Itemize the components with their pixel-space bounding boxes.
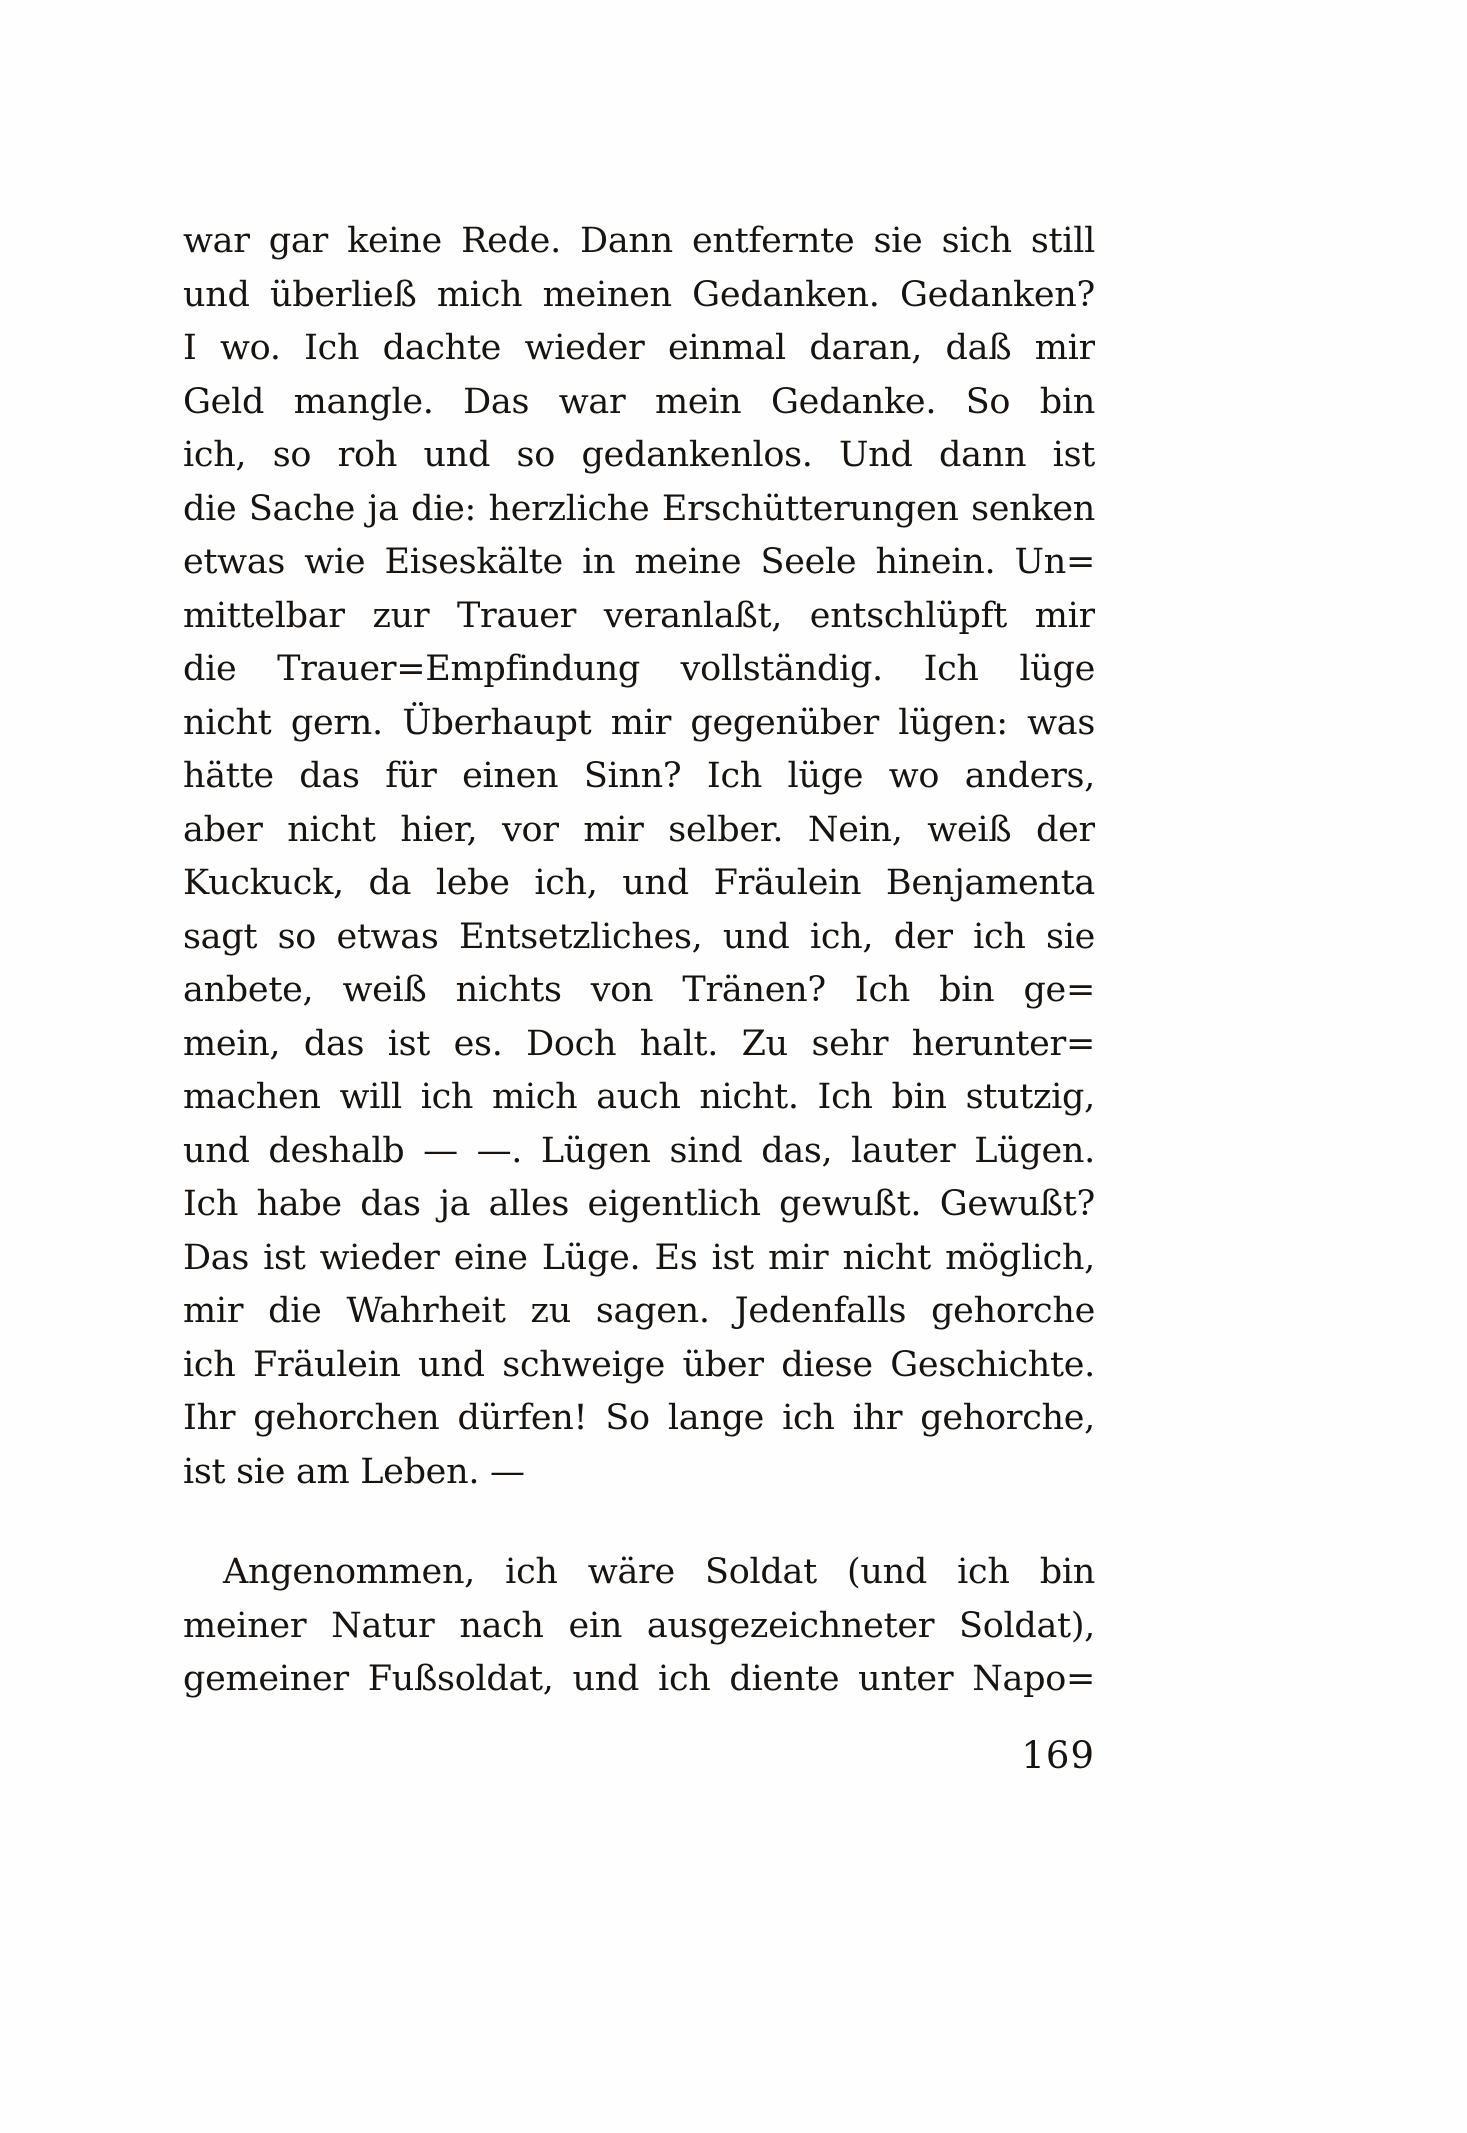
text-line: Geld mangle. Das war mein Gedanke. So bin [183,381,1095,422]
text-line: Ihr gehorchen dürfen! So lange ich ihr gehorche, [183,1398,1095,1438]
text-line: ich Fräulein und schweige über diese Geschichte. [183,1344,1095,1385]
text-line: hätte das für einen Sinn? Ich lüge wo anders, [183,756,1095,796]
text-line: nicht gern. Überhaupt mir gegenüber lügen: was [183,702,1095,743]
text-line: die Sache ja die: herzliche Erschütterungen senken [183,488,1095,529]
text-line: die Trauer=Empfindung vollständig. Ich lüge [183,649,1095,689]
paragraph [183,1546,1095,1707]
text-line: sagt so etwas Entsetzliches, und ich, der ich sie [183,916,1095,957]
text-line: Angenommen, ich wäre Soldat (und ich bin [223,1552,1095,1592]
text-line: Kuckuck, da lebe ich, und Fräulein Benjamenta [183,863,1095,903]
text-line: und überließ mich meinen Gedanken. Gedanken? [183,274,1095,315]
text-line: Ich habe das ja alles eigentlich gewußt. Gewußt? [183,1184,1095,1224]
text-line: und deshalb — —. Lügen sind das, lauter Lügen. [183,1130,1095,1171]
text-line: mir die Wahrheit zu sagen. Jedenfalls gehorche [183,1291,1095,1331]
text-line: ich, so roh und so gedankenlos. Und dann ist [183,435,1095,475]
text-line: ist sie am Leben. — [183,1451,525,1492]
paragraph [183,215,1095,1499]
text-line: etwas wie Eiseskälte in meine Seele hinein. Un= [183,542,1095,582]
text-line: machen will ich mich auch nicht. Ich bin stutzig, [183,1077,1095,1117]
text-block [183,215,1095,1707]
text-line: meiner Natur nach ein ausgezeichneter Soldat), [183,1605,1095,1646]
text-line: aber nicht hier, vor mir selber. Nein, weiß der [183,809,1095,850]
text-line: war gar keine Rede. Dann entfernte sie sich still [183,221,1095,261]
page-number: 169 [1021,1734,1095,1777]
text-line: mittelbar zur Trauer veranlaßt, entschlüpft mir [183,595,1095,636]
text-line: I wo. Ich dachte wieder einmal daran, daß mir [183,328,1095,368]
text-line: gemeiner Fußsoldat, und ich diente unter Napo= [183,1659,1095,1699]
text-line: mein, das ist es. Doch halt. Zu sehr herunter= [183,1023,1095,1064]
text-line: anbete, weiß nichts von Tränen? Ich bin ge= [183,970,1095,1010]
text-line: Das ist wieder eine Lüge. Es ist mir nicht möglich, [183,1237,1095,1278]
